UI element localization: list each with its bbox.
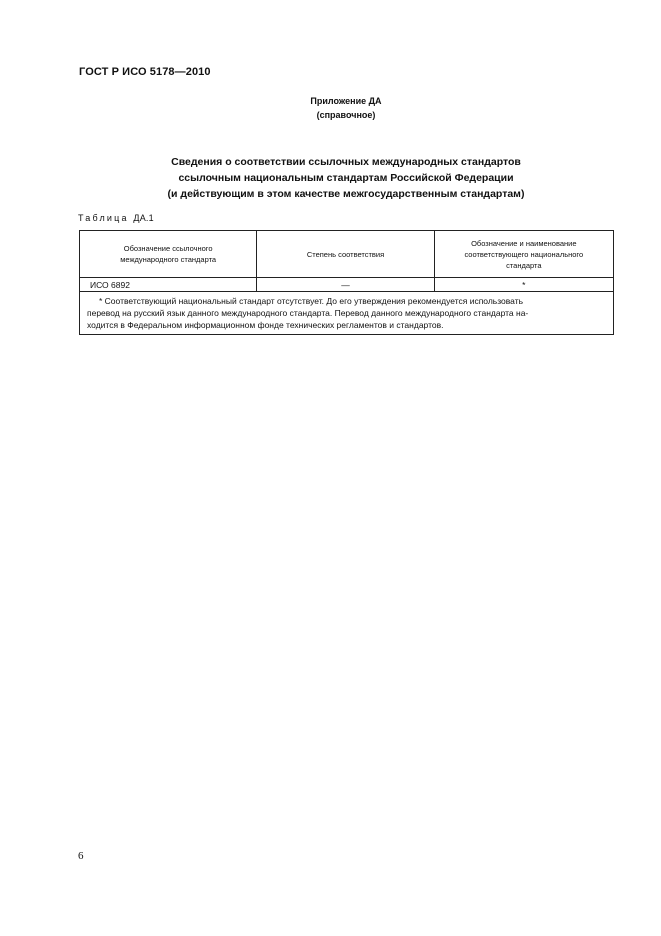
title-line-2: ссылочным национальным стандартам Российской Федерации [178, 172, 514, 184]
header-col3-line2: соответствующего национального [464, 249, 584, 259]
appendix-type: (справочное) [316, 110, 376, 120]
table-footnote-row [80, 292, 614, 335]
table-caption-number: ДА.1 [133, 213, 154, 223]
table-header-row [80, 231, 614, 278]
footnote-line-3: ходится в Федеральном информационном фонде технических регламентов и стандартов. [87, 320, 444, 330]
table-row [80, 278, 614, 292]
page-number: 6 [78, 850, 84, 862]
header-col3-line1: Обозначение и наименование [471, 238, 577, 248]
appendix-heading [0, 94, 661, 122]
document-code: ГОСТ Р ИСО 5178—2010 [79, 66, 211, 78]
header-col1-line2: международного стандарта [120, 255, 217, 264]
appendix-label: Приложение ДА [310, 96, 382, 106]
header-degree: Степень соответствия [257, 231, 434, 278]
table-footnote [80, 292, 614, 335]
header-national-standard [434, 231, 613, 278]
section-title [0, 154, 661, 202]
footnote-line-1: * Соответствующий национальный стандарт отсутствует. До его утверждения рекомендуется использовать [99, 296, 524, 306]
header-col1-line1: Обозначение ссылочного [123, 244, 213, 253]
footnote-line-2: перевод на русский язык данного международного стандарта. Перевод данного международного стандарта на- [87, 308, 529, 318]
cell-reference: ИСО 6892 [80, 278, 257, 292]
header-col3-line3: стандарта [506, 260, 542, 270]
header-reference-standard [80, 231, 257, 278]
correspondence-table [79, 230, 614, 335]
table-caption [78, 213, 154, 223]
title-line-3: (и действующим в этом качестве межгосударственным стандартам) [167, 188, 525, 200]
cell-degree: — [257, 278, 434, 292]
title-line-1: Сведения о соответствии ссылочных международных стандартов [171, 156, 521, 168]
table-caption-word: Таблица [78, 213, 129, 223]
cell-national: * [434, 278, 613, 292]
